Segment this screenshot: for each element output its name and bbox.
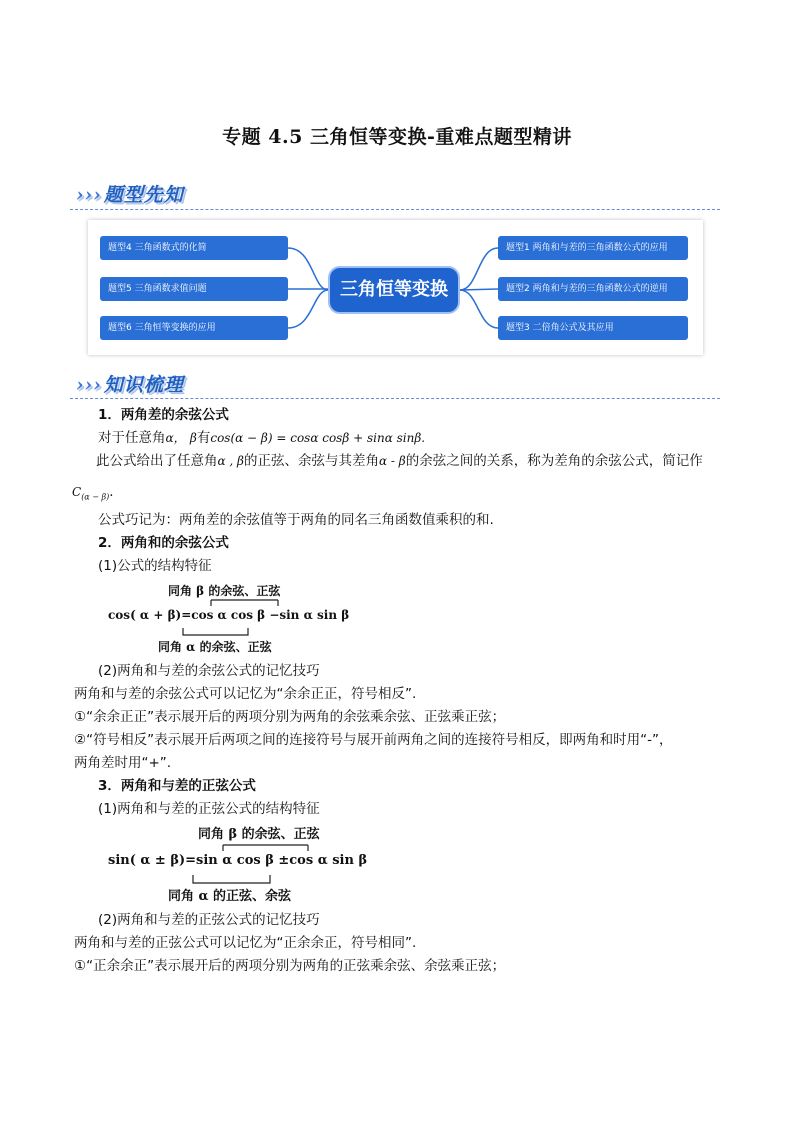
text: 的余弦之间的关系，称为差角的余弦公式，简记作 <box>405 453 703 469</box>
figure-bottom-label: 同角 α 的余弦、正弦 <box>158 639 272 654</box>
figure-top-label: 同角 β 的余弦、正弦 <box>168 583 281 598</box>
text-line: (1)公式的结构特征 <box>98 557 212 574</box>
section-banner-overview <box>76 180 184 206</box>
mind-map-node-type2: 题型2 两角和与差的三角函数公式的逆用 <box>498 277 688 301</box>
mind-map-node-type6: 题型6 三角恒等变换的应用 <box>100 316 288 340</box>
banner-text: 知识梳理 <box>103 374 184 396</box>
math-alpha: α， <box>165 431 186 445</box>
text-line <box>98 427 728 450</box>
text-line: 两角和与差的余弦公式可以记忆为“余余正正，符号相反”. <box>74 685 417 702</box>
banner-divider <box>70 398 720 399</box>
mind-map <box>88 220 703 355</box>
text-line: 两角和与差的正弦公式可以记忆为“正余余正，符号相同”. <box>74 934 417 951</box>
mind-map-center: 三角恒等变换 <box>328 266 460 314</box>
text-line: (2)两角和与差的余弦公式的记忆技巧 <box>98 662 320 679</box>
figure-top-label: 同角 β 的余弦、正弦 <box>198 826 320 842</box>
text-line: ①“余余正正”表示展开后的两项分别为两角的余弦乘余弦、正弦乘正弦； <box>74 708 506 725</box>
math-alpha-minus-beta: α - β <box>378 454 406 468</box>
banner-divider <box>70 209 720 210</box>
section-banner-knowledge <box>76 370 184 396</box>
mind-map-node-type3: 题型3 二倍角公式及其应用 <box>498 316 688 340</box>
text-line: ①“正余余正”表示展开后的两项分别为两角的正弦乘余弦、余弦乘正弦； <box>74 957 506 974</box>
arrows-icon: ››› <box>76 184 102 206</box>
heading-diff-cos: 1．两角差的余弦公式 <box>98 407 229 423</box>
text-line <box>72 481 728 509</box>
knowledge-content <box>72 404 728 978</box>
mind-map-node-type1: 题型1 两角和与差的三角函数公式的应用 <box>498 236 688 260</box>
text-line: 公式巧记为：两角差的余弦值等于两角的同名三角函数值乘积的和. <box>98 511 494 528</box>
text-line: (2)两角和与差的正弦公式的记忆技巧 <box>98 911 320 928</box>
text: 对于任意角 <box>98 430 166 446</box>
mind-map-node-type5: 题型5 三角函数求值问题 <box>100 277 288 301</box>
math-c: C <box>72 485 82 499</box>
math-beta: β <box>189 431 197 445</box>
text-line: (1)两角和与差的正弦公式的结构特征 <box>98 800 320 817</box>
figure-formula: cos( α + β)=cos α cos β −sin α sin β <box>108 607 350 622</box>
arrows-icon: ››› <box>76 374 102 396</box>
math-alpha-beta: α , β <box>217 454 244 468</box>
text-line: 两角差时用“+”. <box>74 754 172 771</box>
sin-structure-figure <box>108 823 368 907</box>
banner-text: 题型先知 <box>103 184 184 206</box>
text-line <box>96 450 728 473</box>
math-formula: cos(α − β) = cosα cosβ + sinα sinβ. <box>210 431 426 445</box>
heading-sin: 3．两角和与差的正弦公式 <box>98 777 256 794</box>
figure-bottom-label: 同角 α 的正弦、余弦 <box>168 888 292 904</box>
text-line: ②“符号相反”表示展开后两项之间的连接符号与展开前两角之间的连接符号相反，即两角和时用“-”， <box>74 731 673 748</box>
text: . <box>109 484 114 500</box>
math-c-sub: (α − β) <box>81 492 110 502</box>
mind-map-node-type4: 题型4 三角函数式的化简 <box>100 236 288 260</box>
text: 此公式给出了任意角 <box>96 453 218 469</box>
text: 的正弦、余弦与其差角 <box>243 453 379 469</box>
page-title: 专题 4.5 三角恒等变换-重难点题型精讲 <box>222 126 572 148</box>
text: 有 <box>196 430 211 446</box>
heading-sum-cos: 2．两角和的余弦公式 <box>98 534 229 551</box>
cos-structure-figure <box>108 580 350 658</box>
figure-formula: sin( α ± β)=sin α cos β ±cos α sin β <box>108 852 368 868</box>
